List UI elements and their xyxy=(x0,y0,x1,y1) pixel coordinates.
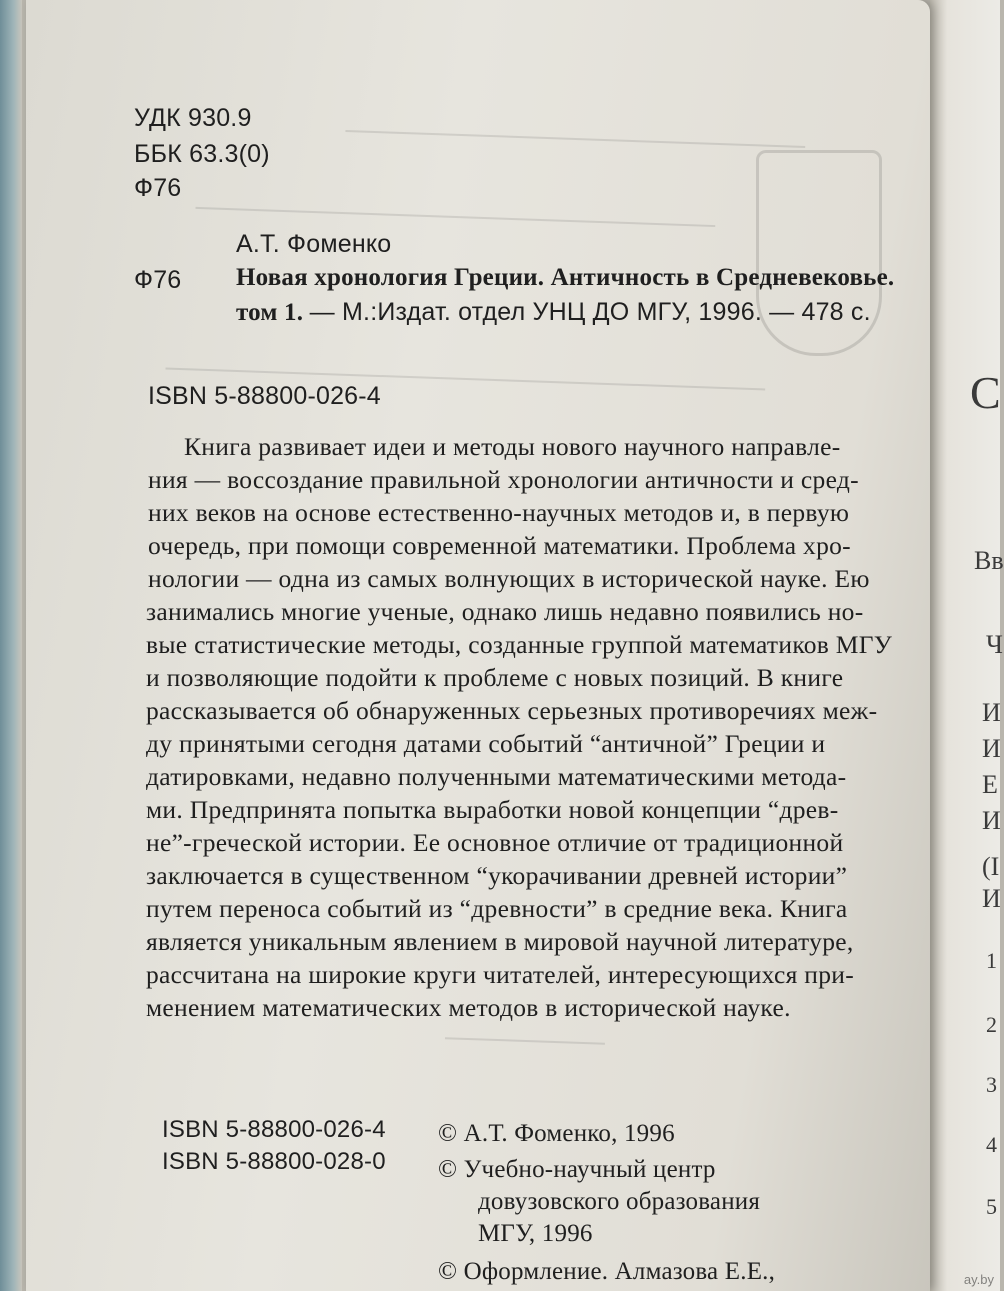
author-mark: Ф76 xyxy=(134,174,182,202)
abstract-line: заключается в существенном “укорачивании древней истории” xyxy=(146,861,848,890)
watermark: ay.by xyxy=(963,1272,994,1287)
abstract-line: датировками, недавно полученными математическими метода- xyxy=(146,762,847,791)
abstract-line: Книга развивает идеи и методы нового научного направле- xyxy=(184,432,841,461)
imprint-details: — М.:Издат. отдел УНЦ ДО МГУ, 1996. — 478 с. xyxy=(309,298,871,326)
adjacent-page-fragment: 3 xyxy=(986,1072,997,1097)
adjacent-page-fragment: И xyxy=(982,806,1001,835)
abstract-line: не”-греческой истории. Ее основное отличие от традиционной xyxy=(146,828,844,857)
volume-number: том 1. xyxy=(236,299,304,326)
abstract-line: вые статистические методы, созданные группой математиков МГУ xyxy=(146,630,893,659)
entry-author-mark: Ф76 xyxy=(134,266,182,294)
isbn-entry: ISBN 5-88800-026-4 xyxy=(162,1116,386,1143)
adjacent-page-fragment: И xyxy=(982,698,1001,727)
abstract-line: нологии — одна из самых волнующих в исторической науке. Ею xyxy=(148,564,870,593)
copyright-author: © А.Т. Фоменко, 1996 xyxy=(438,1120,675,1147)
abstract-line: ния — воссоздание правильной хронологии античности и сред- xyxy=(148,465,859,494)
abstract-line: менением математических методов в исторической науке. xyxy=(146,993,791,1022)
abstract-line: и позволяющие подойти к проблеме с новых позиций. В книге xyxy=(146,663,844,692)
abstract-line: очередь, при помощи современной математики. Проблема хро- xyxy=(148,531,851,560)
abstract-line: путем переноса событий из “древности” в средние века. Книга xyxy=(146,894,848,923)
book-title: Новая хронология Греции. Античность в Средневековье. xyxy=(236,264,895,291)
abstract-line: них веков на основе естественно-научных методов и, в первую xyxy=(148,498,850,527)
copyright-center: довузовского образования xyxy=(478,1188,761,1215)
abstract-line: ду принятыми сегодня датами событий “античной” Греции и xyxy=(146,729,826,758)
bleed-through-mark xyxy=(195,171,716,227)
adjacent-page xyxy=(930,0,1004,1291)
abstract-line: рассказывается об обнаруженных серьезных противоречиях меж- xyxy=(146,696,878,725)
background-left-edge xyxy=(0,0,22,1291)
bbk-code: ББК 63.3(0) xyxy=(134,140,270,168)
adjacent-page-fragment: (І xyxy=(982,852,1000,881)
abstract-line: рассчитана на широкие круги читателей, интересующихся при- xyxy=(146,960,855,989)
adjacent-page-fragment: И xyxy=(982,884,1001,913)
abstract-line: занимались многие ученые, однако лишь недавно появились но- xyxy=(146,597,864,626)
adjacent-page-fragment: Е xyxy=(982,770,998,799)
adjacent-page-fragment: С xyxy=(970,367,1001,418)
adjacent-page-fragment: 1 xyxy=(986,948,997,973)
adjacent-page-fragment: 2 xyxy=(986,1012,997,1037)
adjacent-page-fragment: 4 xyxy=(986,1132,997,1157)
udk-code: УДК 930.9 xyxy=(134,104,252,132)
copyright-design: © Оформление. Алмазова Е.Е., xyxy=(438,1258,776,1285)
adjacent-page-fragment: И xyxy=(982,734,1001,763)
abstract-line: является уникальным явлением в мировой научной литературе, xyxy=(146,927,854,956)
adjacent-page-fragment: 5 xyxy=(986,1194,997,1219)
copyright-center: МГУ, 1996 xyxy=(478,1220,593,1247)
isbn-primary: ISBN 5-88800-026-4 xyxy=(148,382,381,410)
volume-imprint xyxy=(236,298,871,327)
author-name: А.Т. Фоменко xyxy=(236,230,392,258)
adjacent-page-fragment: Ч xyxy=(986,630,1003,659)
abstract-line: ми. Предпринята попытка выработки новой концепции “древ- xyxy=(146,795,839,824)
bleed-through-mark xyxy=(345,90,806,148)
copyright-center: © Учебно-научный центр xyxy=(438,1156,716,1183)
adjacent-page-fragment: Вв xyxy=(974,546,1004,575)
isbn-entry: ISBN 5-88800-028-0 xyxy=(162,1148,386,1175)
book-page xyxy=(26,0,930,1291)
